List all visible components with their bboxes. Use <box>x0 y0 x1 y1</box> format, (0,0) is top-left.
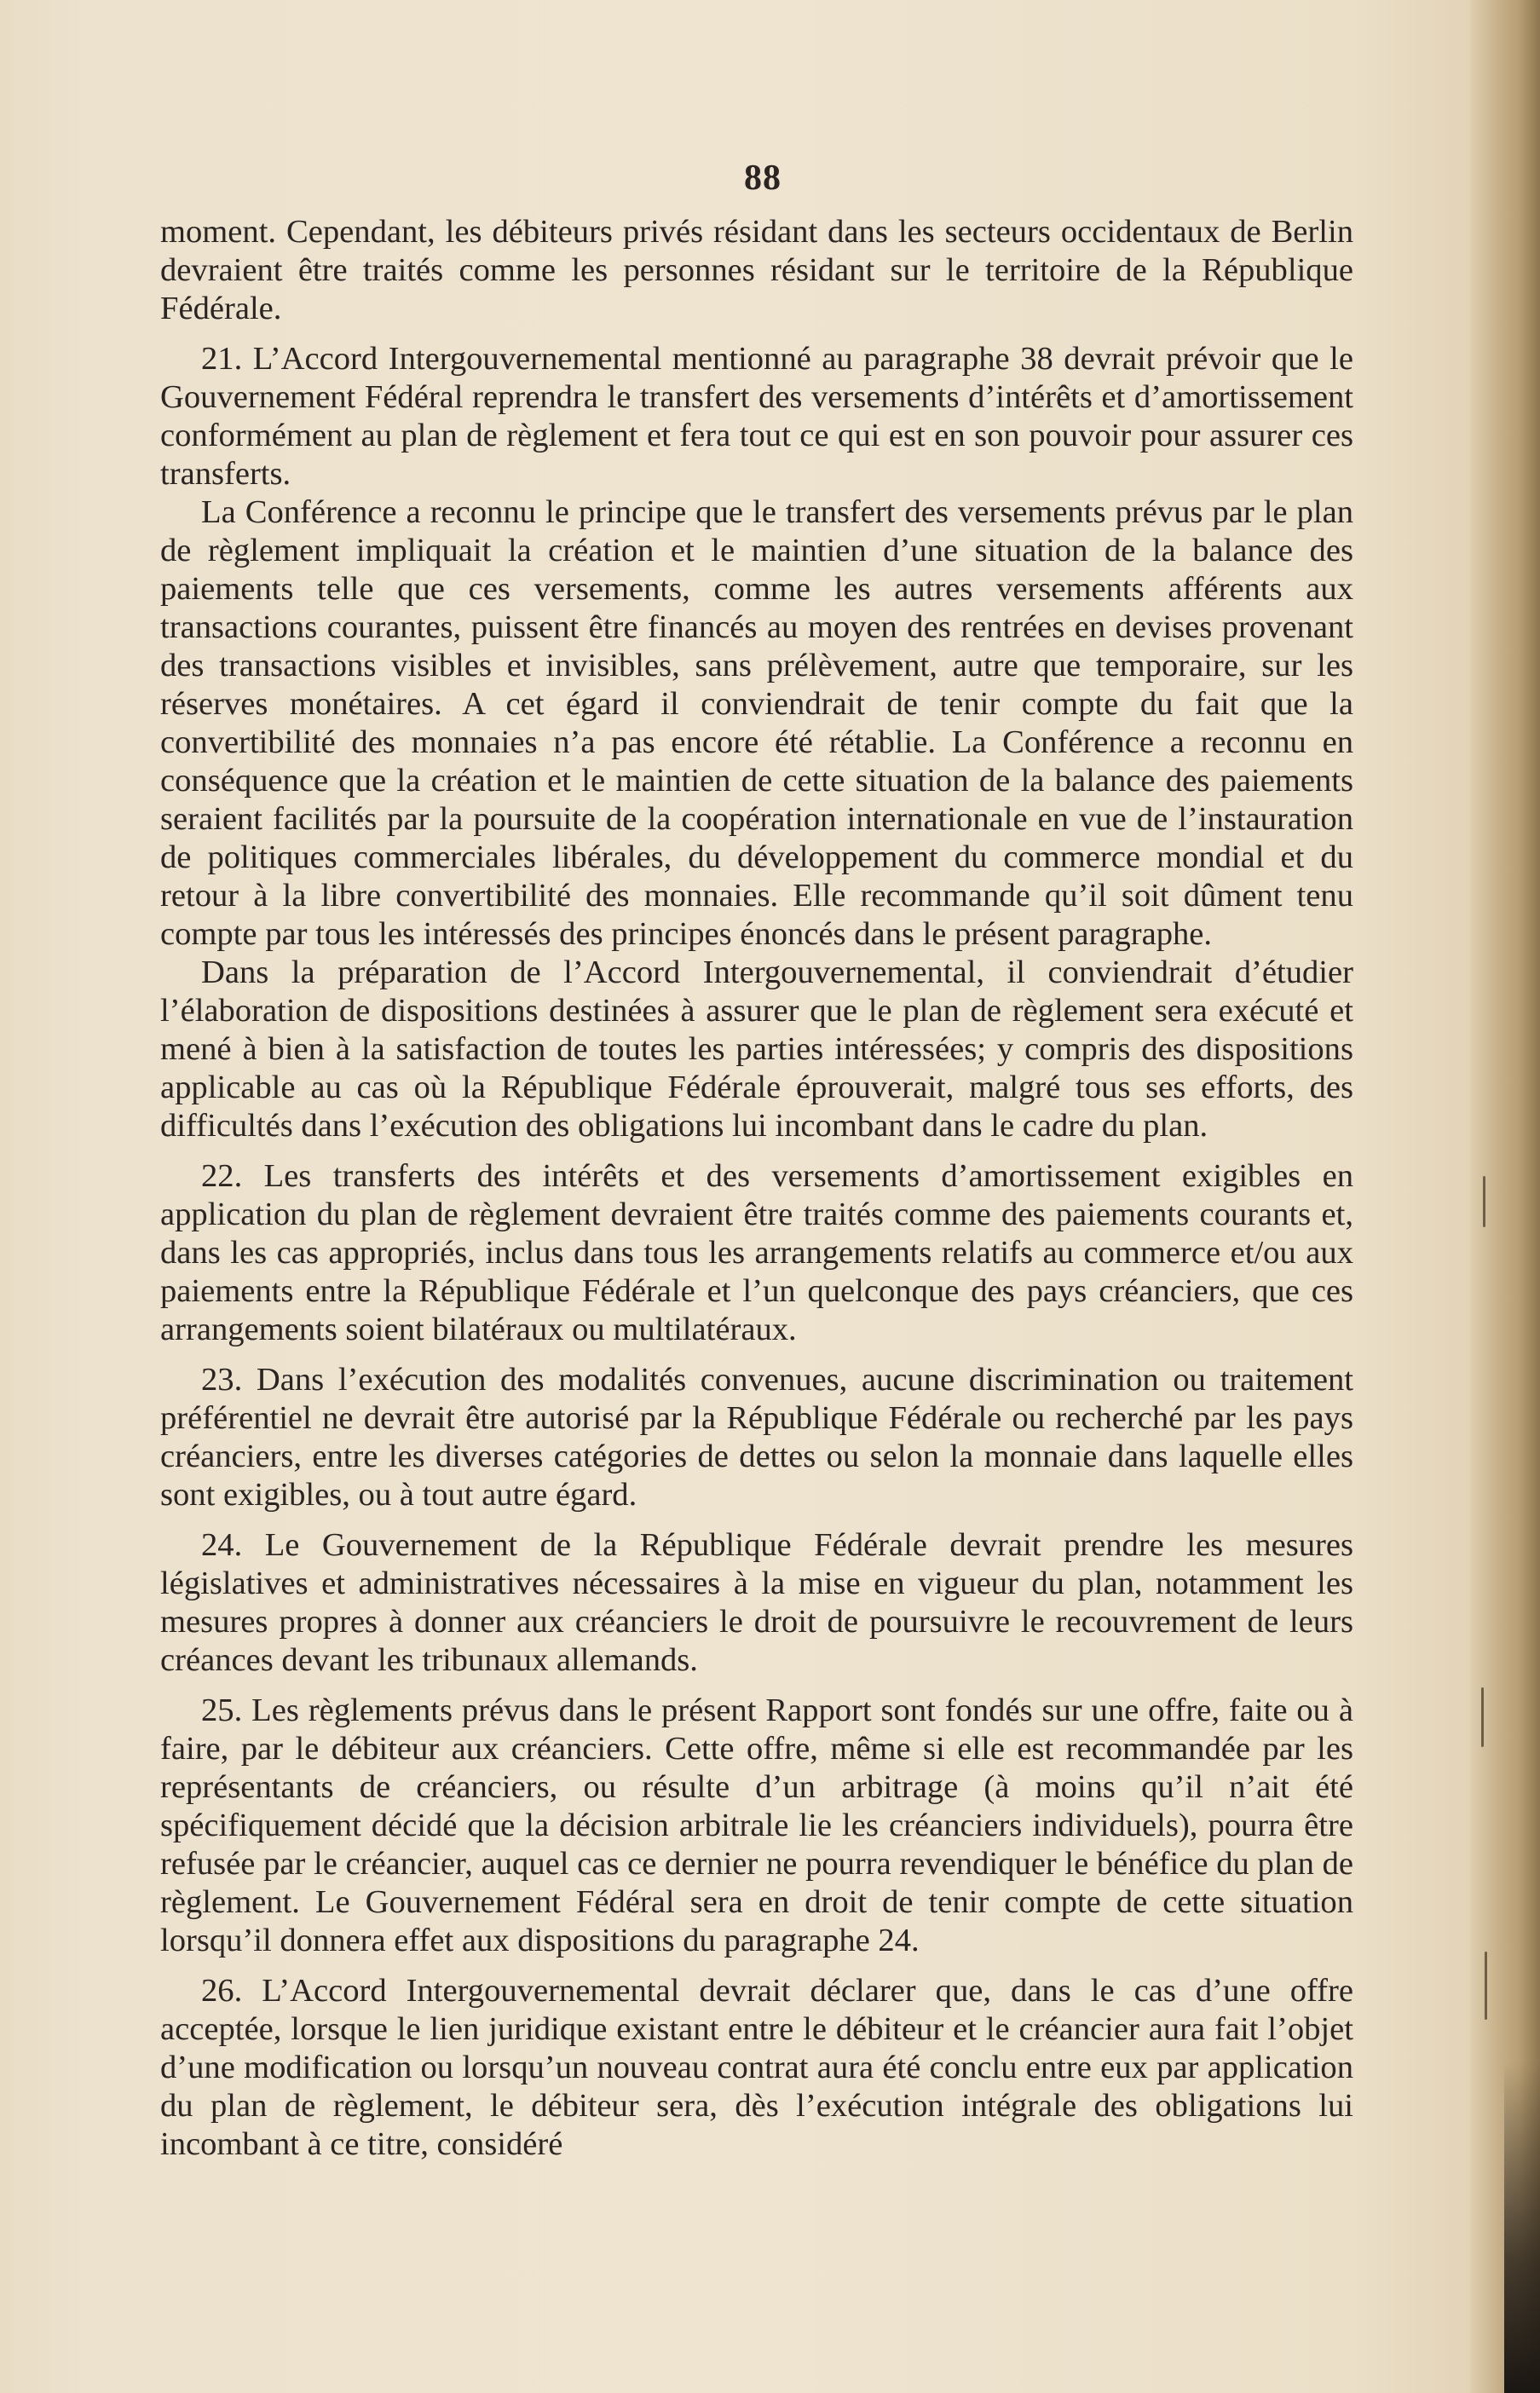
spine-mark <box>1485 1952 1487 2020</box>
spine-shadow <box>1504 2062 1540 2393</box>
paragraph-continuation: moment. Cependant, les débiteurs privés résidant dans les secteurs occidentaux de Berlin devraient être traités comme les personnes résidant sur le territoire de la République Fédérale. <box>160 214 1353 326</box>
paragraph-21-preparation: Dans la préparation de l’Accord Intergouvernemental, il conviendrait d’étudier l’élaboration de dispositions destinées à assurer que le plan de règlement sera exécuté et mené à bien à la satisfaction de toutes les parties intéressées; y compris des dispositions applicable au cas où la République Fédérale éprouverait, malgré tous ses efforts, des difficultés dans l’exécution des obligations lui incombant dans le cadre du plan. <box>160 954 1353 1144</box>
paragraph-26: 26. L’Accord Intergouvernemental devrait déclarer que, dans le cas d’une offre acceptée, lorsque le lien juridique existant entre le débiteur et le créancier aura fait l’objet d’une modification ou lorsqu’un nouveau contrat aura été conclu entre eux par application du plan de règlement, le débiteur sera, dès l’exécution intégrale des obligations lui incombant à ce titre, considéré <box>160 1973 1353 2162</box>
spine-mark <box>1481 1687 1484 1747</box>
paragraph-23: 23. Dans l’exécution des modalités convenues, aucune discrimination ou traitement préférentiel ne devrait être autorisé par la République Fédérale ou recherché par les pays créanciers, entre les diverses catégories de dettes ou selon la monnaie dans laquelle elles sont exigibles, ou à tout autre égard. <box>160 1362 1353 1513</box>
book-spine <box>1470 0 1540 2393</box>
paragraph-21: 21. L’Accord Intergouvernemental mentionné au paragraphe 38 devrait prévoir que le Gouvernement Fédéral reprendra le transfert des versements d’intérêts et d’amortissement conformément au plan de règlement et fera tout ce qui est en son pouvoir pour assurer ces transferts. <box>160 341 1353 492</box>
page-body <box>160 213 1353 2164</box>
paragraph-22: 22. Les transferts des intérêts et des versements d’amortissement exigibles en application du plan de règlement devraient être traités comme des paiements courants et, dans les cas appropriés, inclus dans tous les arrangements relatifs au commerce et/ou aux paiements entre la République Fédérale et l’un quelconque des pays créanciers, que ces arrangements soient bilatéraux ou multilatéraux. <box>160 1158 1353 1347</box>
page-number: 88 <box>744 159 782 198</box>
paragraph-21-principle: La Conférence a reconnu le principe que le transfert des versements prévus par le plan de règlement impliquait la création et le maintien d’une situation de la balance des paiements telle que ces versements, comme les autres versements afférents aux transactions courantes, puissent être financés au moyen des rentrées en devises provenant des transactions visibles et invisibles, sans prélèvement, autre que temporaire, sur les réserves monétaires. A cet égard il conviendrait de tenir compte du fait que la convertibilité des monnaies n’a pas encore été rétablie. La Conférence a reconnu en conséquence que la création et le maintien de cette situation de la balance des paiements seraient facilités par la poursuite de la coopération internationale en vue de l’instauration de politiques commerciales libérales, du développement du commerce mondial et du retour à la libre convertibilité des monnaies. Elle recommande qu’il soit dûment tenu compte par tous les intéressés des principes énoncés dans le présent paragraphe. <box>160 494 1353 952</box>
paragraph-24: 24. Le Gouvernement de la République Fédérale devrait prendre les mesures législatives et administratives nécessaires à la mise en vigueur du plan, notamment les mesures propres à donner aux créanciers le droit de poursuivre le recouvrement de leurs créances devant les tribunaux allemands. <box>160 1527 1353 1678</box>
paragraph-25: 25. Les règlements prévus dans le présent Rapport sont fondés sur une offre, faite ou à faire, par le débiteur aux créanciers. Cette offre, même si elle est recommandée par les représentants de créanciers, ou résulte d’un arbitrage (à moins qu’il n’ait été spécifiquement décidé que la décision arbitrale lie les créanciers individuels), pourra être refusée par le créancier, auquel cas ce dernier ne pourra revendiquer le bénéfice du plan de règlement. Le Gouvernement Fédéral sera en droit de tenir compte de cette situation lorsqu’il donnera effet aux dispositions du paragraphe 24. <box>160 1692 1353 1958</box>
spine-mark <box>1483 1176 1485 1227</box>
